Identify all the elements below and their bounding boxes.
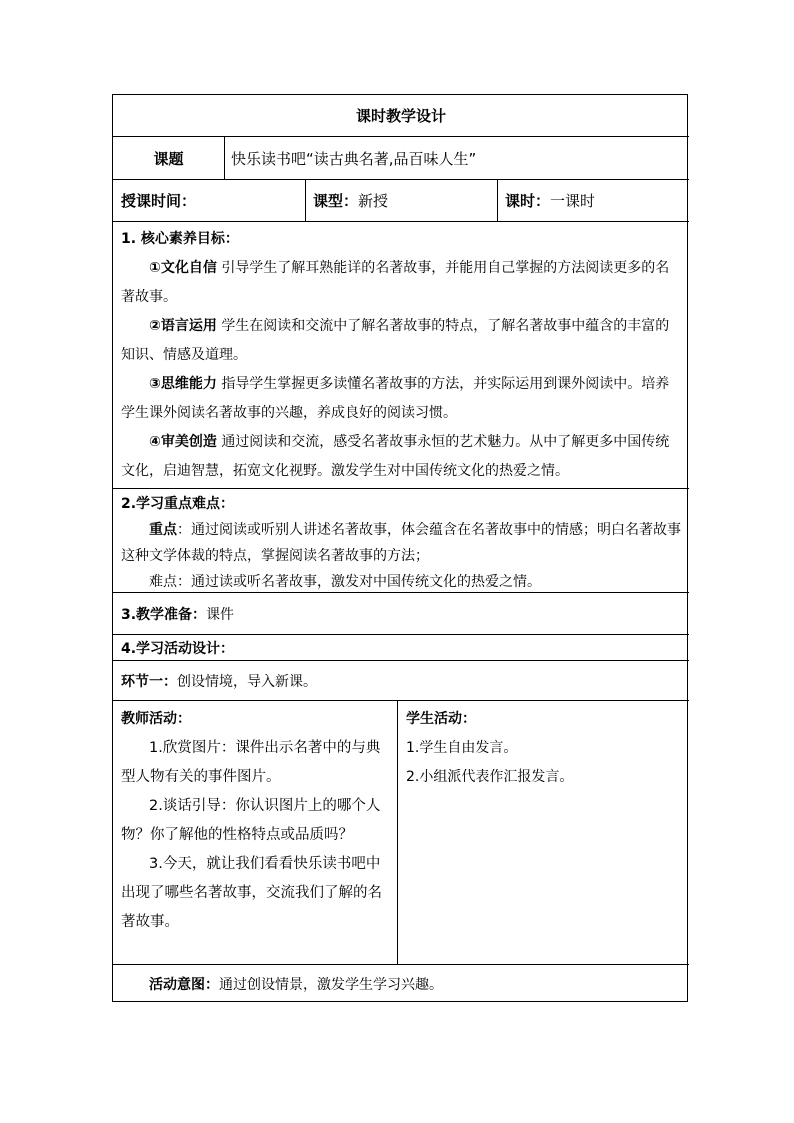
goal-text: 学生在阅读和交流中了解名著故事的特点，了解名著故事中蕴含的丰富的知识、情感及道理。 <box>121 318 670 363</box>
teacher-activity-cell <box>113 701 397 964</box>
topic-label: 课题 <box>153 149 184 168</box>
goal-item <box>121 428 681 486</box>
focus-text: ：通过阅读或听别人讲述名著故事，体会蕴含在名著故事中的情感；明白名著故事这种文学体裁的特点，掌握阅读名著故事的方法； <box>121 522 681 564</box>
meta-row <box>113 180 689 222</box>
intent-row <box>113 965 689 1002</box>
period-cell <box>505 180 689 221</box>
student-activity-cell <box>398 701 689 964</box>
period-label: 课时： <box>505 192 551 210</box>
goal-label: ③思维能力 <box>149 376 217 392</box>
teacher-item: 3.今天，就让我们看看快乐读书吧中出现了哪些名著故事，交流我们了解的名著故事。 <box>121 856 382 930</box>
topic-value: 快乐读书吧“读古典名著,品百味人生” <box>231 149 477 168</box>
divider <box>305 180 306 221</box>
goals-section <box>113 222 689 489</box>
student-item: 2.小组派代表作汇报发言。 <box>406 769 574 785</box>
divider <box>497 180 498 221</box>
goals-heading: 1. 核心素养目标： <box>121 231 239 247</box>
goal-text: 引导学生了解耳熟能详的名著故事，并能用自己掌握的方法阅读更多的名著故事。 <box>121 260 670 305</box>
goal-label: ④审美创造 <box>149 434 217 450</box>
goal-label: ②语言运用 <box>149 318 217 334</box>
difficulty-text: 难点：通过读或听名著故事，激发对中国传统文化的热爱之情。 <box>149 574 541 590</box>
focus-label: 重点 <box>149 522 177 538</box>
prep-label: 3.教学准备： <box>121 606 207 623</box>
activity-heading-row <box>113 635 689 661</box>
type-label: 课型： <box>313 192 359 210</box>
segment-value: 创设情境，导入新课。 <box>177 673 317 690</box>
keypoints-heading: 2.学习重点难点： <box>121 496 235 512</box>
topic-label-cell <box>113 137 224 179</box>
goal-item <box>121 254 681 312</box>
topic-row <box>113 137 689 180</box>
divider <box>224 137 225 179</box>
student-heading: 学生活动： <box>406 711 476 727</box>
segment-row <box>113 661 689 701</box>
goal-label: ①文化自信 <box>149 260 217 276</box>
teacher-item: 1.欣赏图片：课件出示名著中的与典型人物有关的事件图片。 <box>121 740 381 785</box>
activities-row <box>113 701 689 965</box>
prep-row <box>113 593 689 635</box>
goal-text: 指导学生掌握更多读懂名著故事的方法，并实际运用到课外阅读中。培养学生课外阅读名著故事的兴趣，养成良好的阅读习惯。 <box>121 376 670 421</box>
teacher-item: 2.谈话引导：你认识图片上的哪个人物？你了解他的性格特点或品质吗？ <box>121 798 381 843</box>
intent-value: 通过创设情景，激发学生学习兴趣。 <box>219 976 443 993</box>
goal-item <box>121 312 681 370</box>
keypoints-section <box>113 489 689 593</box>
title-row <box>113 95 689 137</box>
page-title: 课时教学设计 <box>355 107 446 125</box>
topic-value-cell <box>231 137 689 179</box>
type-value: 新授 <box>358 192 389 210</box>
focus-item <box>121 517 681 569</box>
segment-label: 环节一： <box>121 673 177 690</box>
goal-text: 通过阅读和交流，感受名著故事永恒的艺术魅力。从中了解更多中国传统文化，启迪智慧，拓宽文化视野。激发学生对中国传统文化的热爱之情。 <box>121 434 670 479</box>
type-cell <box>313 180 493 221</box>
teacher-heading: 教师活动： <box>121 711 191 727</box>
lesson-plan-table <box>112 94 688 1002</box>
time-cell <box>121 180 301 221</box>
intent-label: 活动意图： <box>149 976 219 993</box>
prep-value: 课件 <box>206 606 235 623</box>
activity-heading: 4.学习活动设计： <box>121 640 235 657</box>
goal-item <box>121 370 681 428</box>
time-label: 授课时间： <box>121 192 197 210</box>
period-value: 一课时 <box>550 192 596 210</box>
student-item: 1.学生自由发言。 <box>406 740 518 756</box>
